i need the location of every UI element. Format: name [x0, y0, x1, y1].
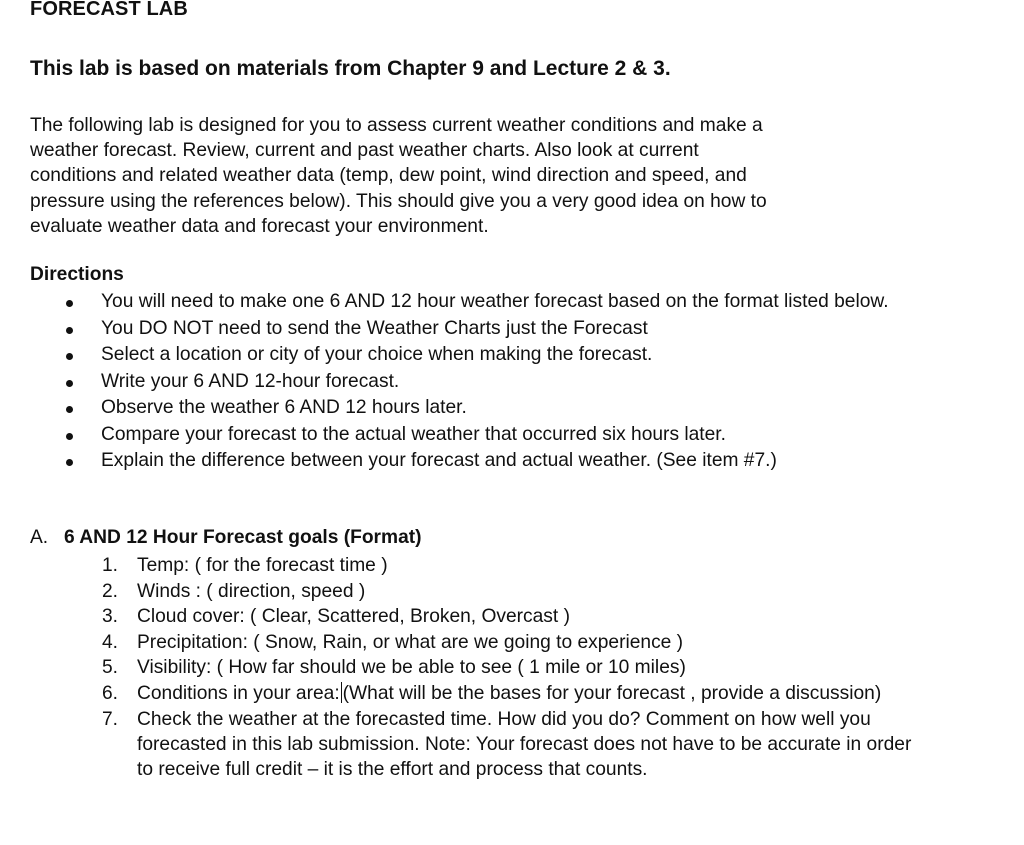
bullet-icon [66, 406, 73, 413]
direction-text: Select a location or city of your choice when making the forecast. [101, 344, 653, 365]
list-item [30, 422, 910, 449]
direction-text: Write your 6 AND 12-hour forecast. [101, 370, 400, 392]
direction-text: You DO NOT need to send the Weather Charts just the Forecast [101, 317, 648, 339]
bullet-icon [66, 353, 73, 360]
text-cursor [341, 682, 342, 703]
section-title: 6 AND 12 Hour Forecast goals (Format) [64, 527, 422, 548]
goal-number: 2. [102, 580, 119, 602]
bullet-icon [66, 459, 73, 466]
goal-text: Check the weather at the forecasted time. How did you do? Comment on how well you forecasted in this lab submission. Note: Your forecast does not have to be accurate in order to receive full credit – it is the effort and process that counts. [137, 708, 912, 780]
intro-line: evaluate weather data and forecast your environment. [30, 215, 489, 237]
bullet-icon [66, 433, 73, 440]
direction-text: Observe the weather 6 AND 12 hours later. [101, 397, 467, 418]
intro-line: pressure using the references below). This should give you a very good idea on how to [30, 190, 767, 212]
goals-list [30, 553, 930, 783]
goal-number: 6. [102, 682, 119, 704]
goal-text-before-cursor: Conditions in your area: [137, 682, 340, 704]
list-item [30, 655, 930, 680]
list-item [30, 289, 910, 316]
bullet-icon [66, 300, 73, 307]
goal-text: Winds : ( direction, speed ) [137, 580, 366, 602]
goal-number: 4. [102, 631, 119, 653]
bullet-icon [66, 380, 73, 387]
list-item [30, 316, 910, 343]
directions-heading: Directions [30, 264, 124, 285]
intro-line: conditions and related weather data (temp, dew point, wind direction and speed, and [30, 165, 747, 187]
list-item [30, 342, 910, 369]
list-item [30, 604, 930, 629]
list-item [30, 553, 930, 578]
goal-text: Cloud cover: ( Clear, Scattered, Broken, Overcast ) [137, 606, 570, 628]
list-item [30, 707, 930, 783]
list-item [30, 681, 930, 706]
list-item [30, 579, 930, 604]
intro-line: weather forecast. Review, current and past weather charts. Also look at current [30, 140, 699, 162]
direction-text: Explain the difference between your forecast and actual weather. (See item #7.) [101, 450, 777, 471]
goal-number: 5. [102, 657, 119, 679]
section-letter: A. [30, 527, 49, 548]
document-title: FORECAST LAB [30, 0, 188, 20]
list-item [30, 395, 910, 422]
directions-list [30, 289, 910, 475]
goal-number: 1. [102, 555, 119, 576]
goal-text-after-cursor: (What will be the bases for your forecast , provide a discussion) [342, 682, 882, 704]
direction-text: Compare your forecast to the actual weather that occurred six hours later. [101, 423, 726, 445]
intro-line: The following lab is designed for you to assess current weather conditions and make a [30, 115, 763, 136]
document-subtitle: This lab is based on materials from Chapter 9 and Lecture 2 & 3. [30, 57, 671, 80]
goal-number: 3. [102, 606, 119, 628]
goal-text: Precipitation: ( Snow, Rain, or what are we going to experience ) [137, 631, 684, 653]
direction-text: You will need to make one 6 AND 12 hour weather forecast based on the format listed below. [101, 291, 889, 312]
list-item [30, 448, 910, 475]
list-item [30, 630, 930, 655]
section-a-heading [30, 527, 422, 549]
bullet-icon [66, 327, 73, 334]
goal-text: Temp: ( for the forecast time ) [137, 555, 388, 576]
goal-number: 7. [102, 708, 119, 730]
list-item [30, 369, 910, 396]
intro-paragraph [30, 113, 930, 239]
goal-text: Visibility: ( How far should we be able to see ( 1 mile or 10 miles) [137, 657, 686, 679]
